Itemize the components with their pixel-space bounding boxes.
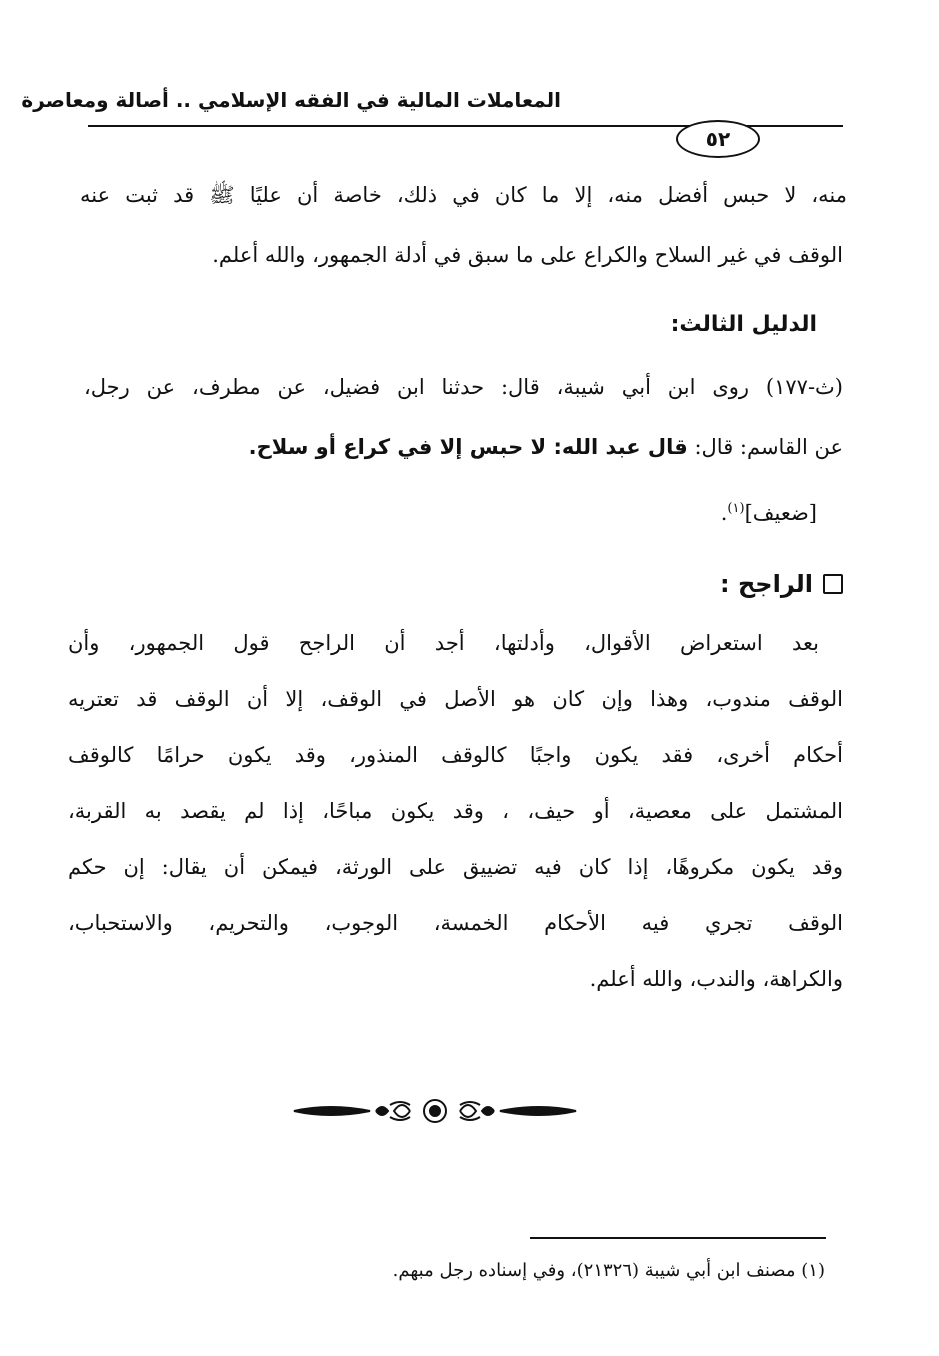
rajih-line-4: المشتمل على معصية، أو حيف، ، وقد يكون مباحًا، إذا لم يقصد به القربة، — [68, 799, 843, 823]
rajih-heading — [720, 570, 843, 598]
page-number: ٥٢ — [676, 120, 760, 158]
rajih-line-1: بعد استعراض الأقوال، وأدلتها، أجد أن الراجح قول الجمهور، وأن — [68, 631, 819, 655]
hadith-text: قال عبد الله: لا حبس إلا في كراع أو سلاح. — [248, 435, 688, 459]
evidence-heading: الدليل الثالث: — [670, 312, 817, 337]
rajih-line-6: الوقف تجري فيه الأحكام الخمسة، الوجوب، والتحريم، والاستحباب، — [68, 911, 843, 935]
hadith-narrator: عن القاسم: قال: — [687, 435, 843, 459]
rajih-heading-text: الراجح : — [720, 570, 813, 598]
hadith-grade — [721, 494, 817, 528]
footnote-1: (١) مصنف ابن أبي شيبة (٢١٣٢٦)، وفي إسناده رجل مبهم. — [392, 1260, 825, 1281]
ornamental-divider-icon — [290, 1095, 580, 1127]
rajih-line-3: أحكام أخرى، فقد يكون واجبًا كالوقف المنذور، وقد يكون حرامًا كالوقف — [68, 743, 843, 767]
rajih-line-5: وقد يكون مكروهًا، إذا كان فيه تضييق على الورثة، فيمكن أن يقال: إن حكم — [68, 855, 843, 879]
rajih-line-2: الوقف مندوب، وهذا وإن كان هو الأصل في الوقف، إلا أن الوقف قد تعتريه — [68, 687, 843, 711]
body-line-1: منه، لا حبس أفضل منه، إلا ما كان في ذلك، خاصة أن عليًا ﷺ قد ثبت عنه — [80, 183, 847, 207]
grade-label: [ضعيف] — [744, 501, 817, 525]
running-header-title: المعاملات المالية في الفقه الإسلامي .. أصالة ومعاصرة — [21, 88, 561, 112]
grade-end: . — [720, 501, 728, 525]
footnote-ref-1[interactable]: (١) — [727, 501, 745, 516]
body-line-2: الوقف في غير السلاح والكراع على ما سبق في أدلة الجمهور، والله أعلم. — [212, 243, 843, 267]
checkbox-square-icon — [823, 574, 843, 594]
rajih-line-7: والكراهة، والندب، والله أعلم. — [589, 967, 843, 991]
hadith-line-2 — [249, 432, 843, 462]
footnote-rule — [530, 1237, 826, 1239]
hadith-line-1: (ث-١٧٧) روى ابن أبي شيبة، قال: حدثنا ابن فضيل، عن مطرف، عن رجل، — [84, 375, 843, 399]
